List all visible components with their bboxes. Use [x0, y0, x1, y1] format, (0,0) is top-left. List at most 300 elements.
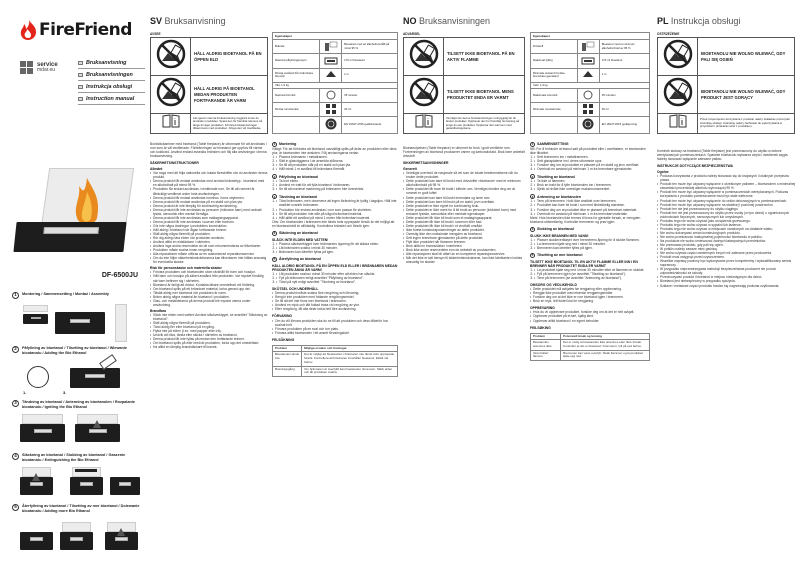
properties-table	[272, 32, 398, 134]
manual-link[interactable]	[78, 81, 145, 93]
read-manual-text: Läs igenom denna bruksanvisning noggrant innan du använder produkten. Spara den för framtida referens så länge du äger produkten. Förvara bruksanvisningen tillsammans med produkten, bifoga den vid överlåtelse.	[191, 114, 268, 134]
list-item: • 3. Tänd på nytt enligt avsnittet "Tändning av bioetanol".	[276, 280, 398, 284]
burner-illustration	[70, 477, 103, 495]
step-label: 1.	[23, 390, 27, 395]
troubleshooting-header: Problem	[531, 333, 561, 340]
manual-label: Bruksanvisning	[86, 59, 127, 66]
subheading: Generelt	[403, 167, 417, 172]
list-item: • Efter rengöring, låt alla delar torka helt före användning.	[272, 307, 398, 311]
step-heading	[272, 257, 398, 262]
troubleshooting-cell: Bioetanolen antennes ikke	[531, 340, 561, 350]
list-item: • Produkt musi ostygnąć przed czyszczeniem.	[657, 255, 797, 259]
property-value: Bioetanol med et minimum alkoholinnhold av 95 %	[599, 40, 649, 54]
troubleshooting-cell: Det er mulig at bioetanolen ikke antennes etter flere forsøk. Kontroller at det er bioetanol i brenneren, fyll på ved behov.	[561, 340, 650, 350]
subheading: HÄLL ALDRIG BIOETANOL PÅ EN ÖPPEN ELD ELLER I BRÄNNAREN MEDAN PRODUKTEN ÄNNU ÄR VARM!	[272, 263, 398, 272]
list-item: • Använd inga andra reservdelar än de som rekommenderas av tillverkaren.	[150, 244, 268, 248]
troubleshooting-table	[272, 345, 398, 377]
property-name: Maksimale brenntid	[531, 88, 578, 102]
step-heading-text: Slokking av bioetanol	[537, 227, 574, 232]
list-item: • Bruk ikke andre reservedeler enn de anbefalt av produsenten.	[403, 248, 525, 252]
flag-icon	[78, 97, 83, 101]
paragraph: Bordsbiokaminer med bioetanol (Table fireplace) är utformade för att användas i rum som är väl ventilerade. Förbränningen av bioetanol ger upphov till värme och koldioxid. Använd endast avsedda bränslen och följ alla anvisningar i denna bruksanvisning.	[150, 142, 267, 159]
list-item: • 2. Fyll på brenneren igjen (se avsnittet "Tilsetting av bioetanol").	[534, 272, 650, 276]
troubleshooting-cell: Brenneren kan være overfylt. Slukk flammen og la produktet kjøle seg ned.	[561, 350, 650, 360]
warning-text: TILSETT IKKE BIOETANOL MENS PRODUKTET ENDA ER VARMT	[444, 76, 525, 114]
no-warning-label: ADVARSEL	[403, 32, 421, 36]
numbered-list	[530, 179, 650, 191]
list-item: • 2. Bruk en trakt for å fylle bioetanolen inn i brenneren.	[534, 183, 650, 187]
section-heading: SIKKERHETSANVISNINGER	[403, 161, 449, 166]
subheading: Risk för personskador och materiella skador	[150, 266, 222, 271]
manual-link[interactable]	[78, 57, 145, 69]
list-item: • Använd alltid en eldsläckare i närheten.	[150, 240, 268, 244]
list-item: • 1. Placera brännaren i metallramen.	[276, 155, 398, 159]
warning-table	[403, 37, 525, 134]
list-item: • Denna produkt är inte lämplig för kontinuerlig användning.	[150, 204, 268, 208]
list-item: • 3. Se till att maximal markering på brännaren inte överskrids.	[276, 187, 398, 191]
list-item: • Sett ingen brennbare gjenstander på dette produktet.	[403, 236, 525, 240]
service-label: service	[37, 61, 58, 68]
list-item: • 1. Placera släckverktyget över brännarens öppning för att släcka elden.	[276, 242, 398, 246]
step-title: Återfyllning av bioetanol / Tilsetting av mer bioetanol / Dolewanie biootanolu / Adding more Bio Ethanol	[22, 504, 140, 513]
sv-props-section	[272, 32, 398, 134]
warning-text: BIOETANOLU NIE WOLNO WLEWAĆ, GDY PRODUKT JEST GORĄCY	[698, 76, 795, 114]
glass-top	[23, 305, 48, 312]
burner-window	[70, 537, 83, 541]
property-name: Minimale avstand fra ikke-brennbare gjenstand	[531, 68, 578, 82]
property-name: Maximal påfyllningsvolym	[273, 54, 320, 68]
numbered-list	[272, 242, 398, 254]
list-item: • 4. Håll minst 1 m avstånd till brännbara föremål.	[276, 167, 398, 171]
warning-table	[150, 37, 268, 134]
step-number: 3	[531, 194, 534, 199]
product-photo	[15, 150, 133, 252]
list-item: • Nie wolno używać części zamiennych innych niż zalecane przez producenta.	[657, 251, 797, 255]
burner-window	[31, 317, 41, 319]
flag-icon	[78, 85, 83, 89]
section-heading: OPPBEVARING	[530, 306, 555, 311]
property-value: 35 minuter	[342, 88, 398, 102]
list-item: • Produkt ten może być używany wyłącznie z określonym paliwem – bioetanolem o minimalnej zawartości procentowej alkoholu wynoszącej 95 %.	[657, 182, 797, 190]
list-item: • 3. Se till att produkten inte står på något brännbart material.	[276, 212, 398, 216]
bullet-list	[150, 313, 268, 349]
list-item: • 3. Se till att produkten står på en stabil och plan yta.	[276, 163, 398, 167]
list-item: • 1. Ta bort elden.	[276, 179, 398, 183]
list-item: • 3. Tenn på brenneren (se avsnittet "Antenning av bioetanol").	[534, 276, 650, 280]
service-url: mdar.eu	[37, 66, 56, 73]
sv-left-section	[150, 142, 268, 349]
flag-icon	[78, 61, 83, 65]
paragraph: Bioetanolpeisen (Table fireplace) er utformet for bruk i godt ventilerte rom. Forbrenningen av bioetanol produserer varme og karbondioksid. Bruk bare anbefalt drivstoff.	[403, 146, 525, 159]
no-warn-section	[403, 37, 525, 134]
step-number: 1	[273, 142, 276, 147]
burner-illustration	[20, 532, 53, 550]
paragraph: Merk: Hvis bioetanolen ikke tennes til tross for gjentatte forsøk, er mengden bioetanol utilstrekkelig. Kontroller brenneren og prøv igjen.	[530, 215, 641, 224]
list-item: • Bioetanol är farligt att dricka. Kontakta läkare omedelbart vid förtäring.	[150, 283, 268, 287]
list-item: • Produkt ten może być używany wyłącznie na stabilnej i poziomej powierzchni.	[657, 203, 797, 207]
list-item: • Dette produktet får ikke bli brukt i et vindfullt område.	[403, 224, 525, 228]
subheading: TILSETT IKKE BIOETANOL TIL EN AKTIV FLAMME ELLER INN I EN BRENNER NÅR PRODUKTET ENDA ER VARMT	[530, 259, 638, 268]
burner-illustration	[23, 314, 48, 324]
logo-text: FireFriend	[39, 20, 132, 40]
burner-illustration	[70, 368, 120, 388]
distance-icon	[320, 68, 342, 82]
step-heading-text: Tilsetting av mer bioetanol	[537, 253, 583, 258]
list-item: • Denna produkt får inte användas i sovrum eller badrum.	[150, 220, 268, 224]
list-item: • 2. Låt brännaren svalna i minst 30 minuter.	[276, 246, 398, 250]
no-header	[403, 16, 490, 26]
property-name: Minimale romstørrelse	[531, 103, 578, 117]
section-heading: SÄKERHETSINSTRUKTIONER	[150, 161, 199, 166]
list-item: • Om du vill förvara produkten ska du se till att produkten och dess tillbehör har svalnat helt.	[272, 319, 398, 327]
list-item: • Bioetanol jest niebezpieczny w przypadku spożycia.	[657, 279, 797, 283]
no-code: NO	[403, 16, 417, 26]
list-item: • Dette produktet får ikke bli brukt i soverom eller bad.	[403, 220, 525, 224]
step-number: 3	[12, 400, 19, 407]
subheading: Allmänt	[150, 167, 163, 172]
list-item: • Alla reparationer måste utföras av en auktoriserad reparationsservice.	[150, 252, 268, 256]
prohibition-icon	[658, 76, 698, 114]
list-item: • Se till att det inte finns mer bioetanol i brännaren.	[272, 299, 398, 303]
fuel-icon	[320, 40, 342, 54]
list-item: • Dette produktet får bare bli brukt i luftede rom. Vennligst forsikre deg om at rommet er godt luftet.	[403, 187, 525, 195]
burner-illustration	[20, 424, 65, 442]
step-title-row	[12, 453, 144, 462]
list-item: • Dette produktet er ikke ment for å bli brukt av personer (inkludert barn) med redusert fysiske, sensoriske eller mentale egenskaper.	[403, 208, 525, 216]
room-size-icon	[577, 103, 599, 117]
step-heading-text: Tändning av bioetanol	[279, 194, 318, 199]
step-number: 4	[12, 453, 19, 460]
manual-link[interactable]	[78, 69, 145, 81]
list-item: • Przechowywać produkt i bioetanol w miejscu niedostępnym dla dzieci.	[657, 275, 797, 279]
read-manual-icon	[151, 114, 191, 134]
sv-right-section	[272, 139, 398, 377]
section-heading: FÖRVARING	[272, 314, 293, 319]
bullet-list	[150, 171, 268, 264]
list-item: • 3. Forsikre deg om at produktet ikke er plassert på brennbart materiale.	[534, 208, 650, 212]
list-item: • Dette produktet får ikke bli brukt som et matlagingsapparat.	[403, 216, 525, 220]
sv-code: SV	[150, 16, 163, 26]
list-item: • 3. Brenneren kan deretter fylles på igjen.	[534, 246, 650, 250]
list-item: • 3. Brännaren kan därefter fyllas på igen.	[276, 250, 398, 254]
property-name: Maximal brinntid	[273, 88, 320, 102]
list-item: • Na produkcie nie wolno umieszczać żadnych łatwopalnych przedmiotów.	[657, 239, 797, 243]
subheading: Brandfara	[150, 308, 167, 313]
step-number: 5	[273, 257, 276, 262]
list-item: • 1. Tenn på brenneren. Hold ikke ansiktet over brenneren.	[534, 199, 650, 203]
pl-title: Instrukcja obsługi	[670, 16, 741, 26]
list-item: • Dette produktet kan bare bli brukt på en stabil, jevn overflate.	[403, 200, 525, 204]
flame-icon	[117, 528, 125, 536]
list-item: • 3. Forsikre deg om at produktet er plassert på en stabil og jevn overflate.	[534, 163, 650, 167]
list-item: • Denna produkt får inte användas av personer (inklusive barn) med nedsatt fysisk, sensorisk eller mental förmåga.	[150, 208, 268, 216]
list-item: • Förvara produkten och bioetanolen utom räckhåll för barn och husdjur.	[150, 270, 268, 274]
list-item: • Når det ikke er tatt hensyn til sikkerhetsinstruksene, kan ikke fabrikanten holdes ansvarlig for skader.	[403, 256, 525, 264]
list-item: • Tänd aldrig fler eller bioetanol på en gång.	[150, 325, 268, 329]
troubleshooting-header: Problem	[273, 345, 302, 352]
troubleshooting-cell: Det är möjligt att bioetanolen i brännaren inte tänds trots upprepade försök. Kontrollera att brännaren innehåller bioetanol, tillsätt vid behov.	[302, 352, 398, 366]
warning-text: BIOETANOLU NIE WOLNO WLEWAĆ, GDY PALI SIĘ OGIEŃ	[698, 38, 795, 76]
read-manual-icon	[404, 114, 444, 134]
list-item: • Produkten måste svalna innan rengöring.	[150, 248, 268, 252]
list-item: • Produktu tego nie wolno używać w miejscach narażonych na działanie wiatru.	[657, 227, 797, 231]
section-heading: FELSÖKNING	[272, 337, 295, 342]
section-heading: SKÖTSEL OCH UNDERHÅLL	[272, 287, 319, 292]
flame-icon	[32, 473, 40, 481]
step-heading-text: Antenning av bioetanolen	[537, 194, 581, 199]
flame-logo-icon	[20, 20, 37, 40]
step-heading-text: Montering	[279, 142, 297, 147]
step-heading-text: Släckning av bioetanol	[279, 231, 318, 236]
list-item: • Ikke foreta konstruksjonsendringer av dette produktet.	[403, 228, 525, 232]
list-item: • Forsikre deg om at det ikke er noe bioetanol igjen i brenneren.	[530, 295, 650, 299]
list-item: • Produkt ten może być używany wyłącznie w pomieszczeniach wentylowanych. Podczas korzystania z produktu pomieszczenie musi być stale wietrzone.	[657, 190, 797, 198]
burner-window	[80, 482, 93, 486]
sv-header	[150, 16, 226, 26]
list-item: • Bruk alltid en brannslukker i nærheten.	[403, 244, 525, 248]
list-item: • Denna produkt får inte användas som matlagningsapparat.	[150, 216, 268, 220]
list-item: • 2. Sett glassplatene inn i deres utformede spor.	[534, 159, 650, 163]
list-item: • Flytt ikke produktet når flammen brenner.	[403, 240, 525, 244]
manual-link[interactable]	[78, 93, 145, 105]
step-heading-text: Påfyllning av bioetanol	[279, 174, 319, 179]
manual-label: Bruksanvisningen	[86, 71, 133, 78]
numbered-list	[530, 155, 650, 171]
numbered-list	[530, 238, 650, 250]
list-item: • Rengjør ikke produktet med etsende rengjøringsmidler.	[530, 291, 650, 295]
list-item: • Alle reparasjoner skal bli utført av en kompetent reparasjonsservice.	[403, 252, 525, 256]
manual-label: Instrukcja obsługi	[86, 83, 133, 90]
burner-window	[119, 482, 131, 486]
subheading: SLÄCK INTE ELDEN MED VATTEN!	[272, 237, 329, 242]
property-name	[273, 117, 320, 133]
step-title: Påfyllning av bioetanol / Tilsetting av bioetanol / Wlewanie biootanolu / Adding the Bio Ethanol	[22, 346, 127, 355]
properties-table	[530, 32, 650, 134]
property-name: Vikt: 1,9 kg	[273, 82, 398, 88]
distance-icon	[577, 68, 599, 82]
list-item: • Nie przesuwać produktu, gdy pali się ogień.	[657, 243, 797, 247]
step-heading	[530, 227, 650, 232]
list-item: • Håll barn och husdjur på säkert avstånd från produkten. Var mycket försiktig när barn befinner sig i närheten.	[150, 274, 268, 282]
burner-window	[89, 429, 107, 433]
list-item: • W pobliżu należy zawsze mieć gaśnicę.	[657, 247, 797, 251]
property-value: 30 m²	[599, 103, 649, 117]
step-number: 2	[12, 346, 19, 353]
list-item: • Glas- och metalldelarna på denna produkt blir mycket varma under användning.	[150, 299, 268, 307]
list-item: • Nie wolno przekraczać maksymalnej pojemności bioetanolu w palniku.	[657, 235, 797, 239]
property-name: Minsta avstånd från brännbara föremål	[273, 68, 320, 82]
prohibition-icon	[151, 38, 191, 76]
en-certification-icon	[320, 117, 342, 133]
property-value: 35 minutter	[599, 88, 649, 102]
bullet-list	[530, 287, 650, 303]
step-number: 1	[12, 292, 19, 299]
property-value: 1 m	[342, 68, 398, 82]
step-illustration	[0, 292, 140, 342]
bullet-list	[150, 270, 268, 306]
no-left-section	[403, 146, 525, 264]
bullet-list	[657, 174, 797, 287]
list-item: • 2. Produkten bör endast användas i rum som passar för storleken.	[276, 208, 398, 212]
burner-illustration	[60, 532, 93, 550]
step-title: Montering / Sammensetting / Montaż / Assembly	[22, 292, 109, 296]
step-heading	[530, 253, 650, 258]
paragraph: Kominek stołowy na bioetanol (Table fireplace) jest przeznaczony do użytku w dobrze wentylowanych pomieszczeniach. Spalanie bioetanolu wytwarza ciepło i dwutlenek węgla. Należy stosować wyłącznie zalecane paliwo.	[657, 149, 789, 162]
bullet-list	[403, 171, 525, 264]
burner-window	[85, 374, 105, 378]
burner-window	[30, 537, 43, 541]
step-title: Släckning av bioetanol / Slokking av bioetanol / Gaszenie biootanolu / Extinguishing the Bio Ethanol	[22, 453, 126, 462]
property-value: Bioetanol med ett alkoholinnehåll på minst 95 %	[342, 40, 398, 54]
pl-header	[657, 16, 740, 26]
burner-illustration	[110, 477, 140, 495]
warning-text: HÄLL ALDRIG PÅ BIOETANOL MEDAN PRODUKTEN FORTFARANDE ÄR VARM	[191, 76, 268, 114]
list-item: • Overstig ikke den maksimale mengden av bioetanol.	[403, 232, 525, 236]
properties-title: Egenskaper	[273, 33, 398, 40]
service-icons	[20, 61, 33, 74]
property-value: 170 ml bioetanol	[599, 54, 649, 68]
list-item: • Produkt ten może być używany wyłącznie do celów dekoracyjnych w pomieszczeniach.	[657, 199, 797, 203]
bullet-list	[272, 291, 398, 311]
pl-warning-label: OSTRZEŻENIE	[657, 32, 680, 36]
list-item: • Rengör inte produkten med frätande rengöringsmedel.	[272, 295, 398, 299]
list-item: • Ställ aldrig några föremål på produkten.	[150, 232, 268, 236]
sv-warn-section	[150, 37, 268, 134]
prohibition-icon	[404, 38, 444, 76]
list-item: • Podczas korzystania z produktu należy stosować się do krajowych i lokalnych przepisów prawa.	[657, 174, 797, 182]
warning-table	[657, 37, 795, 134]
paragraph: NB: For å forhindre at etanol sølt på produktet eller i overflatene, er bioetanolen ikke tilkoblet.	[530, 147, 646, 156]
property-name	[531, 117, 578, 133]
list-item: • Bränn aldrig några material än bioetanol i produkten.	[150, 295, 268, 299]
troubleshooting-cell: Ukontrollert flamme	[531, 350, 561, 360]
room-size-icon	[320, 103, 342, 117]
step-number: 5	[12, 504, 19, 511]
property-name: Drivstoff	[531, 40, 578, 54]
list-item: • Oppbevar alltid bioetanol i en egnet beholder.	[530, 319, 650, 323]
manual-language-list	[78, 57, 145, 105]
list-item: • 4. Håll alltid ett avstånd på minst 1 meter från brännbart material.	[276, 216, 398, 220]
troubleshooting-cell: Bioetanolen tänds inte	[273, 352, 302, 366]
burner-window	[34, 429, 52, 433]
glass-panel	[22, 414, 63, 424]
list-item: • 2. Använd en tratt för att fylla bioetanol i brännaren.	[276, 183, 398, 187]
flag-icon	[78, 73, 83, 77]
property-value: EN 16647:2015 godkännande	[342, 117, 398, 133]
no-right-section	[530, 139, 650, 361]
step-label: 3.	[63, 390, 67, 395]
timer-icon	[577, 88, 599, 102]
no-props-section	[530, 32, 650, 134]
list-item: • Denna produkt får endast användas på en stabil och plan yta.	[150, 200, 268, 204]
list-item: • Använd en mjuk och lätt fuktad trasa vid rengöring av ytor.	[272, 303, 398, 307]
list-item: • Dette produktet kan bare bli brukt med drivstoffet «bioetanol» med et minimum alkoholinnhold på 95 %.	[403, 179, 525, 187]
list-item: • Tillsätt aldrig mer bioetanol när produkten är varm.	[150, 291, 268, 295]
step-heading-text: Tilsetting av bioetanol	[537, 174, 575, 179]
glass-panels	[115, 304, 127, 342]
step-title-row	[12, 504, 144, 513]
troubleshooting-cell: Branduppgång	[273, 366, 302, 376]
list-item: • Om bioetanol spills på eller bredvid produkten, torka upp det omedelbart.	[150, 341, 268, 345]
numbered-list	[272, 199, 398, 219]
step-heading	[272, 231, 398, 236]
list-item: • Om du inte följer säkerhetsinstruktionerna kan tillverkaren inte hållas ansvarig för eventuella skador.	[150, 256, 268, 264]
pl-left-section	[657, 149, 797, 288]
list-item: • Hvis du vil oppbevare produktet, forsikre deg om at det er helt avkjølt.	[530, 310, 650, 314]
bullet-list	[530, 310, 650, 322]
pl-code: PL	[657, 16, 669, 26]
list-item: • Nie wolno dokonywać zmian konstrukcyjnych produktu.	[657, 231, 797, 235]
flame-icon	[93, 420, 101, 428]
section-heading: OMSORG OG VEDLIKEHOLD	[530, 283, 577, 288]
list-item: • Dette produktet er ikke egnet for kontinuerlig bruk.	[403, 204, 525, 208]
list-item: • Dette produktet må avkjøles før rengjøring eller oppbevaring.	[530, 287, 650, 291]
list-item: • Häll aldrig i bioetanol när lågan fortfarande brinner.	[150, 228, 268, 232]
timer-icon	[320, 88, 342, 102]
list-item: • 1. La produktet kjøle seg ned i minst 30 minutter etter at flammen er slukket.	[534, 268, 650, 272]
list-item: • Förvara produkten på en sval och torr plats.	[272, 327, 398, 331]
property-name: Minsta rumsstorlek	[273, 103, 320, 117]
troubleshooting-cell: Om brännaren är överfylld kan bioetanolen rinna över. Släck elden och låt produkten svalna.	[302, 366, 398, 376]
list-item: • Gör inte några ändringar i produktens konstruktion.	[150, 224, 268, 228]
list-item: • Vennligst overhold de nasjonale så vel som de lokale bestemmelsene når du bruker dette produktet.	[403, 171, 525, 179]
list-item: • Produkt ten nie jest przeznaczony do użytku ciągłego.	[657, 207, 797, 211]
list-item: • Om bioetanol spills på ett brännbart material, torka genast upp det.	[150, 287, 268, 291]
list-item: • Släck inte elden med vatten! Använd släckverktyget, se avsnittet "Släckning av bioetanol".	[150, 313, 268, 321]
property-name: Maksimal fylling	[531, 54, 578, 68]
glass-panel	[62, 522, 91, 532]
fill-volume-icon	[577, 54, 599, 68]
brand-logo	[20, 20, 132, 40]
numbered-list	[530, 199, 650, 215]
troubleshooting-header: Potensiell årsak og løsning	[561, 333, 650, 340]
section-heading: FEILSØKING	[530, 325, 551, 330]
paragraph: Viktigt: För att förhindra att bioetanol oavsiktligt spills på delar av produkten eller dess ytor, är bioetanolen inte ansluten. Följ anvisningarna nedan.	[272, 147, 397, 156]
list-item: • 2. Produktet kan bare bli brukt i rom med tilstrekkelig størrelse.	[534, 203, 650, 207]
list-item: • Förvara alltid bioetanolen i ett avsett förvaringskärl.	[272, 331, 398, 335]
list-item: • Oppbevar produktet på et tørt, kjølig sted.	[530, 314, 650, 318]
service-badge	[20, 61, 58, 74]
prohibition-icon	[151, 76, 191, 114]
burner-window	[30, 482, 43, 486]
list-item: • Denna produkt får inte fyllas på medan den fortfarande brinner.	[150, 337, 268, 341]
snuffer-tool	[75, 469, 97, 472]
prohibition-icon	[404, 76, 444, 114]
property-value: 1 m	[599, 68, 649, 82]
subheading: Ogólne	[657, 170, 669, 175]
property-value: EN 16647:2015 godkjenning	[599, 117, 649, 133]
model-number: DF-6500JU	[101, 272, 138, 279]
flame-image	[67, 178, 107, 228]
list-item: • 4. Overhold en avstand på minimum 1 m fra brennbare gjenstander.	[534, 167, 650, 171]
list-item: • 1. Ta ikke ut flammen.	[534, 179, 650, 183]
fuel-icon	[577, 40, 599, 54]
read-manual-icon	[658, 114, 698, 134]
burner-window	[115, 537, 128, 541]
numbered-list	[272, 272, 398, 284]
property-name: Vekt: 1,9 kg	[531, 82, 650, 88]
numbered-list	[272, 155, 398, 171]
bullet-list	[272, 319, 398, 335]
list-item: • Ha alltid en lämplig brandsläckare till hands.	[150, 345, 268, 349]
list-item: • W przypadku nieprzestrzegania instrukcji bezpieczeństwa producent nie ponosi odpowiedzialności za szkody.	[657, 267, 797, 275]
sv-warning-label: AVSEE	[150, 32, 161, 36]
list-item: • Produktu tego nie wolno używać w sypialni lub łazience.	[657, 223, 797, 227]
list-item: • 2. La brenneren kjøle seg ned i minst 30 minutter.	[534, 242, 650, 246]
sv-title: Bruksanvisning	[164, 16, 226, 26]
list-item: • Var noga med att följa nationella och lokala föreskrifter när du använder denna produkt.	[150, 171, 268, 179]
list-item: • Bruk en myk, lett fuktet klut for rengjøring.	[530, 299, 650, 303]
